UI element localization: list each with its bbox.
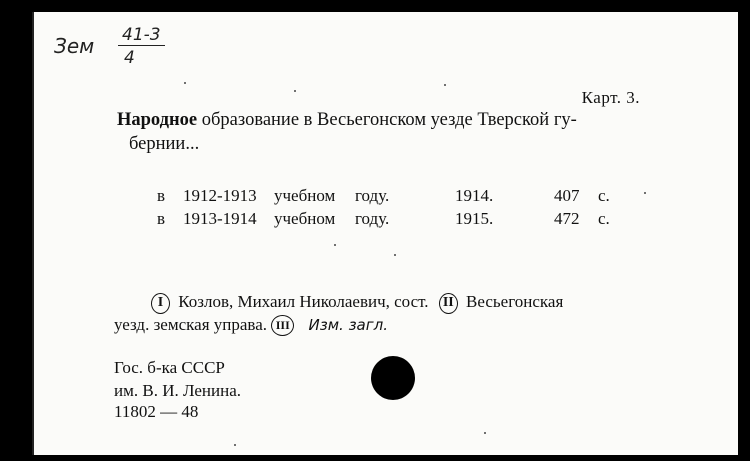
ink-speck <box>294 90 296 92</box>
row-years: 1913-1914 <box>183 209 257 228</box>
row-god: году. <box>355 209 390 228</box>
ink-speck <box>484 432 486 434</box>
row-unit: с. <box>598 209 610 228</box>
ink-speck <box>444 84 446 86</box>
circled-marker-2: II <box>439 293 458 314</box>
ink-speck <box>394 254 396 256</box>
library-line-1: Гос. б-ка СССР <box>114 358 225 377</box>
title-line-2: бернии... <box>129 134 200 154</box>
title-bold-word: Народное <box>117 110 198 130</box>
ink-speck <box>234 444 236 446</box>
catalog-card <box>32 12 738 455</box>
row-published: 1915. <box>455 209 494 228</box>
ink-speck <box>334 244 336 246</box>
title-rest: образование в Весьегонском уезде Тверской гу- <box>201 110 577 130</box>
circled-marker-1: I <box>151 293 170 314</box>
row-prefix: в <box>157 209 166 228</box>
library-line-3: 11802 — 48 <box>114 402 199 421</box>
library-line-2: им. В. И. Ленина. <box>114 381 242 400</box>
ink-speck <box>184 82 186 84</box>
shelfmark-denominator: 4 <box>124 48 135 68</box>
card-number: Карт. 3. <box>581 88 640 107</box>
row-pages: 472 <box>554 209 580 228</box>
row-published: 1914. <box>455 186 494 205</box>
row-years: 1912-1913 <box>183 186 257 205</box>
shelfmark-prefix: Зем <box>54 34 95 58</box>
author-name: Козлов, Михаил Николаевич, сост. <box>178 292 429 311</box>
row-prefix: в <box>157 186 166 205</box>
handwritten-note: Изм. загл. <box>308 316 388 334</box>
org-name-part-1: Весьегонская <box>466 292 564 311</box>
row-god: году. <box>355 186 390 205</box>
row-word: учебном <box>274 186 336 205</box>
shelfmark-numerator: 41-3 <box>118 25 165 46</box>
row-unit: с. <box>598 186 610 205</box>
responsibility-line-2 <box>114 315 388 336</box>
title-line-1 <box>117 108 647 132</box>
circled-marker-3: III <box>271 315 294 336</box>
row-pages: 407 <box>554 186 580 205</box>
row-word: учебном <box>274 209 336 228</box>
org-name-part-2: уезд. земская управа. <box>114 315 268 334</box>
punch-hole <box>371 356 415 400</box>
ink-speck <box>644 192 646 194</box>
responsibility-line-1 <box>151 292 563 314</box>
